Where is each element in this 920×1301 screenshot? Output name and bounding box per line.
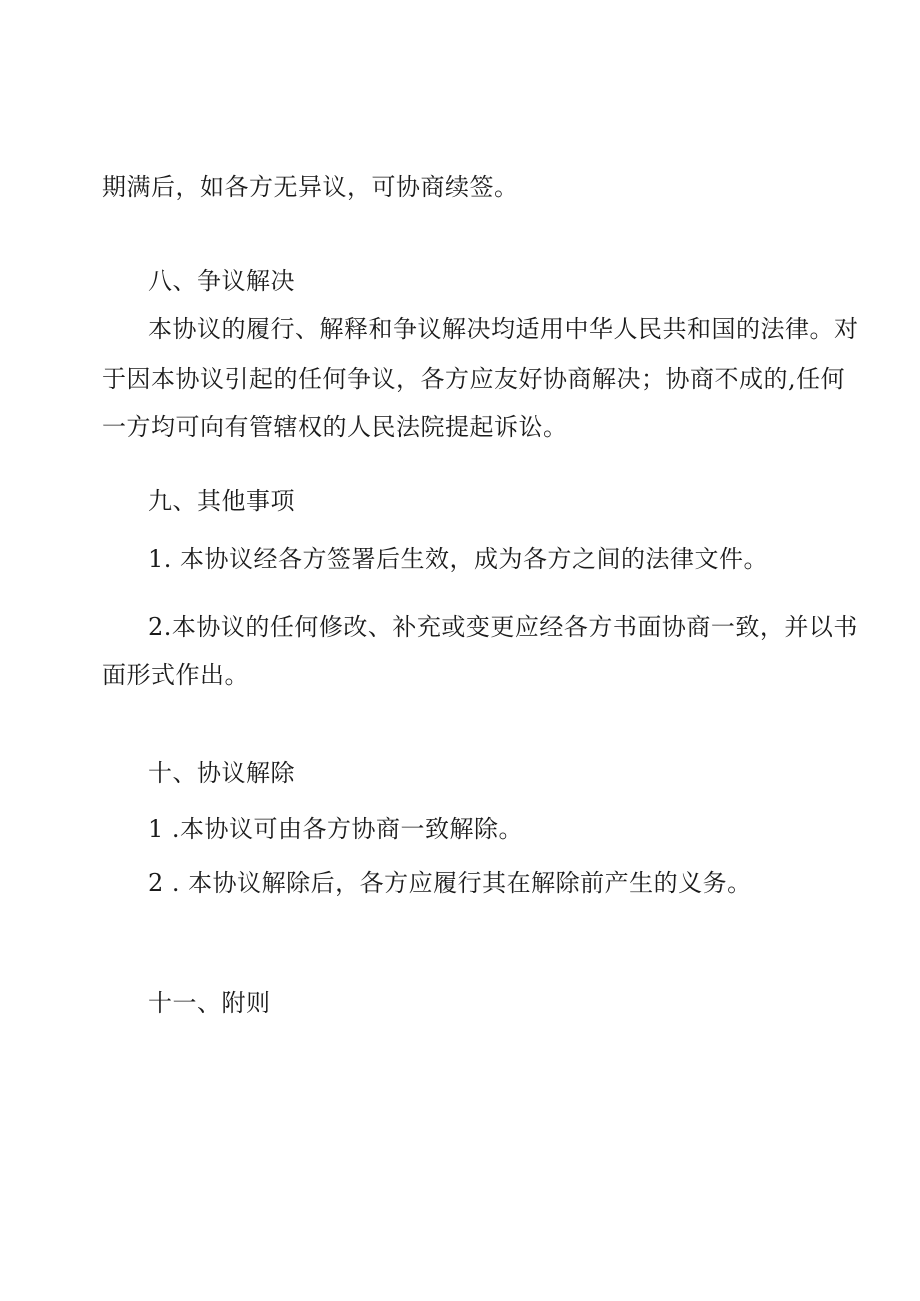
section-8-paragraph-line-1: 本协议的履行、解释和争议解决均适用中华人民共和国的法律。对: [148, 315, 859, 343]
section-10-item-2: 2 . 本协议解除后，各方应履行其在解除前产生的义务。: [148, 869, 752, 897]
section-10-item-1: 1 .本协议可由各方协商一致解除。: [148, 815, 524, 843]
section-11-heading: 十一、附则: [148, 989, 271, 1017]
section-8-paragraph-line-3: 一方均可向有管辖权的人民法院提起诉讼。: [102, 413, 568, 441]
continuation-text: 期满后，如各方无异议，可协商续签。: [102, 173, 519, 201]
section-9-item-2-line-1: 2.本协议的任何修改、补充或变更应经各方书面协商一致，并以书: [148, 613, 858, 641]
section-10-heading: 十、协议解除: [148, 759, 295, 787]
section-9-heading: 九、其他事项: [148, 487, 295, 515]
section-8-heading: 八、争议解决: [148, 267, 295, 295]
section-9-item-1: 1. 本协议经各方签署后生效，成为各方之间的法律文件。: [148, 545, 769, 573]
section-9-item-2-line-2: 面形式作出。: [102, 661, 249, 689]
section-8-paragraph-line-2: 于因本协议引起的任何争议，各方应友好协商解决；协商不成的,任何: [102, 365, 846, 393]
